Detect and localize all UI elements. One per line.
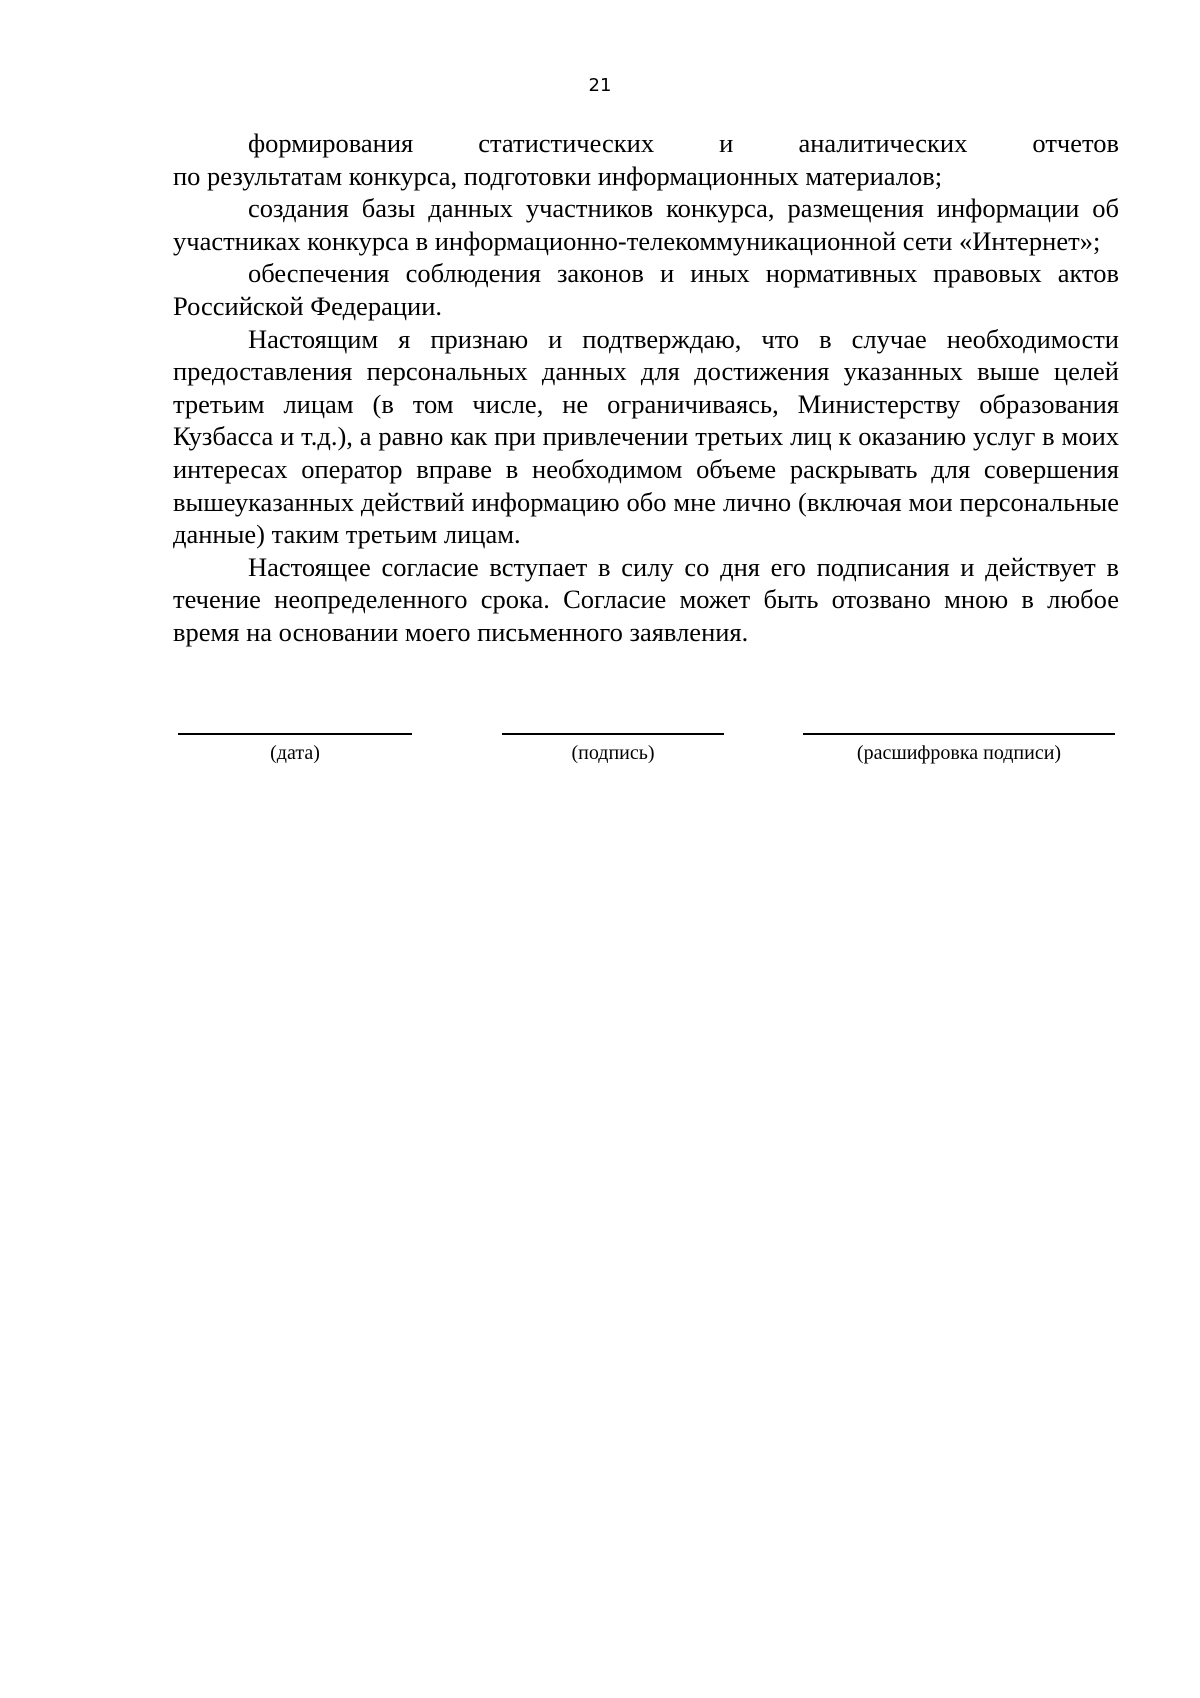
document-body — [173, 127, 1119, 649]
signature-field — [502, 733, 724, 765]
name-transcript-line — [803, 733, 1115, 735]
signature-block — [0, 733, 1200, 773]
paragraph-compliance: обеспечения соблюдения законов и иных нормативных правовых актов Российской Федерации. — [173, 258, 1119, 321]
date-line — [178, 733, 412, 735]
paragraph-reports-continued: по результатам конкурса, подготовки информационных материалов; — [173, 160, 943, 191]
date-field — [178, 733, 412, 765]
paragraph-reports: формирования статистических и аналитических отчетов — [248, 128, 1119, 158]
page-number: 21 — [588, 75, 612, 96]
name-transcript-caption: (расшифровка подписи) — [856, 742, 1062, 764]
signature-line — [502, 733, 724, 735]
paragraph-third-parties: Настоящим я признаю и подтверждаю, что в случае необходимости предоставления персональных данных для достижения указанных выше целей третьим лицам (в том числе, не ограничиваясь, Министерству образования Кузбасса и т.д.), а равно как при привлечении третьих лиц к оказанию услуг в моих интересах оператор вправе в необходимом объеме раскрывать для совершения вышеуказанных действий информацию обо мне лично (включая мои персональные данные) таким третьим лицам. — [173, 323, 1119, 550]
signature-caption: (подпись) — [571, 742, 655, 764]
name-transcript-field — [803, 733, 1115, 765]
paragraph-database: создания базы данных участников конкурса, размещения информации об участниках конкурса в информационно-телекоммуникационной сети «Интернет»; — [173, 193, 1119, 256]
date-caption: (дата) — [270, 742, 320, 764]
paragraph-validity: Настоящее согласие вступает в силу со дня его подписания и действует в течение неопределенного срока. Согласие может быть отозвано мною в любое время на основании моего письменного заявления. — [173, 551, 1119, 647]
